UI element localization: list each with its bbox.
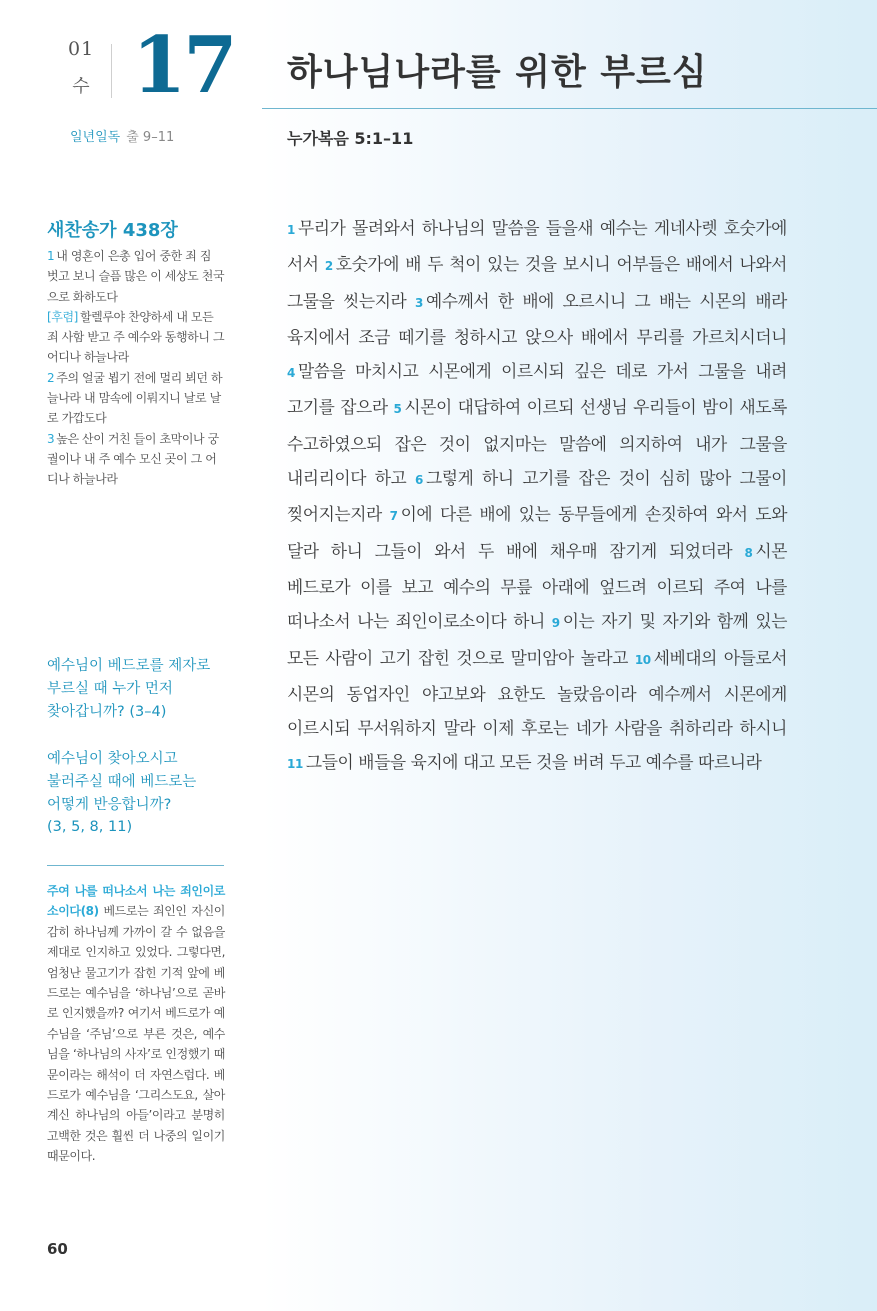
commentary-body: 베드로는 죄인인 자신이 감히 하나님께 가까이 갈 수 없음을 제대로 인지하고 있었다. 그렇다면, 엄청난 물고기가 잡힌 기적 앞에 베드로는 예수님을 ‘하나님’으로 곧바로 인지했을까? 여기서 베드로가 예수님을 ‘주님’으로 부른 것은, 예수님을 ‘하나님의 사자’로 인정했기 때문이라는 해석이 더 자연스럽다. 베드로가 예수님을 ‘그리스도요, 살아계신 하나님의 아들’이라고 분명히 고백한 것은 훨씬 더 나중의 일이기 때문이다. [47,904,225,1164]
date-month: 01 [68,38,95,60]
verse-text: 그들이 배들을 육지에 대고 모든 것을 버려 두고 예수를 따르니라 [305,752,762,773]
hymn-verse-text: 내 영혼이 은총 입어 중한 죄 짐 벗고 보니 슬픔 많은 이 세상도 천국으로 화하도다 [47,249,225,304]
hymn-verse-text: 주의 얼굴 뵙기 전에 멀리 뵈던 하늘나라 내 맘속에 이뤄지니 날로 날로 가깝도다 [47,370,223,426]
hymn-verse-marker: [후렴] [47,309,78,324]
date-day: 17 [132,20,235,111]
page-title: 하나님나라를 위한 부르심 [287,51,708,93]
verse-number: 3 [415,295,423,310]
commentary-highlight: 주여 나를 떠나소서 나는 죄인이로소이다(8) [47,884,225,919]
verse-text: 예수께서 한 배에 오르시니 그 배는 시몬의 배라 육지에서 조금 떼기를 청하시고 앉으사 배에서 무리를 가르치시더니 [287,290,787,347]
hymn-verse-text: 높은 산이 거친 들이 초막이나 궁궐이나 내 주 예수 모신 곳이 그 어디나 하늘나라 [47,431,219,487]
question-ref: (3, 5, 8, 11) [47,819,133,836]
hymn-verse-marker: 2 [47,370,55,385]
date-weekday: 수 [72,76,90,97]
reading-plan-label: 일년일독 [70,130,121,145]
hymn-title: 새찬송가 438장 [47,220,178,241]
verse-number: 11 [287,757,303,772]
verse-text: 시몬 베드로가 이를 보고 예수의 무릎 아래에 엎드려 이르되 주여 나를 떠나소서 나는 죄인이로소이다 하니 [287,540,788,632]
hymn-verse [47,246,225,307]
hymn-verse [47,429,225,490]
reading-plan [70,126,174,145]
verse-text: 이에 다른 배에 있는 동무들에게 손짓하여 와서 도와 달라 하니 그들이 와서 두 배에 채우매 잠기게 되었더라 [287,504,787,561]
sidebar-divider [47,865,224,866]
question-text: 예수님이 베드로를 제자로 부르실 때 누가 먼저 찾아갑니까? (3–4) [47,658,211,720]
scripture-text [287,211,787,782]
verse-text: 이는 자기 및 자기와 함께 있는 모든 사람이 고기 잡힌 것으로 말미암아 놀라고 [287,611,788,668]
title-divider [262,108,877,109]
question-1 [47,655,227,723]
scripture-reference: 누가복음 5:1–11 [287,129,414,148]
verse-text: 시몬이 대답하여 이르되 선생님 우리들이 밤이 새도록 수고하였으되 잡은 것이 없지마는 말씀에 의지하여 내가 그물을 내리리이다 하고 [287,397,787,489]
verse-number: 2 [324,259,333,274]
hymn-verse [47,307,225,368]
verse-text: 세베대의 아들로서 시몬의 동업자인 야고보와 요한도 놀랐음이라 예수께서 시몬에게 이르시되 무서워하지 말라 이제 후로는 네가 사람을 취하리라 하시니 [287,647,788,739]
question-2 [47,748,227,839]
verse-text: 말씀을 마치시고 시몬에게 이르시되 깊은 데로 가서 그물을 내려 고기를 잡으라 [287,361,787,418]
hymn-lyrics [47,246,225,490]
reading-plan-ref: 출 9–11 [126,130,175,145]
hymn-verse-text: 할렐루야 찬양하세 내 모든 죄 사함 받고 주 예수와 동행하니 그 어디나 하늘나라 [47,309,225,365]
verse [287,752,761,772]
question-text: 예수님이 찾아오시고 불러주실 때에 베드로는 어떻게 반응합니까? [47,751,197,813]
hymn-verse-marker: 3 [47,431,55,446]
verse-number: 8 [744,545,753,560]
date-divider [111,44,112,98]
verse-number: 7 [389,509,398,524]
verse-text: 호숫가에 배 두 척이 있는 것을 보시니 어부들은 배에서 나와서 그물을 씻는지라 [287,254,787,311]
verse-number: 5 [393,402,402,417]
commentary-note [47,881,225,1167]
verse-text: 무리가 몰려와서 하나님의 말씀을 들을새 예수는 게네사렛 호숫가에 서서 [287,218,787,275]
verse-number: 1 [287,223,295,237]
hymn-verse-marker: 1 [47,249,55,263]
page-number: 60 [47,1240,68,1258]
verse-number: 10 [634,652,651,667]
verse-number: 4 [287,366,295,381]
verse-number: 9 [551,616,560,631]
hymn-verse [47,368,225,429]
verse-number: 6 [415,473,423,488]
verse-text: 그렇게 하니 고기를 잡은 것이 심히 많아 그물이 찢어지는지라 [287,468,787,525]
